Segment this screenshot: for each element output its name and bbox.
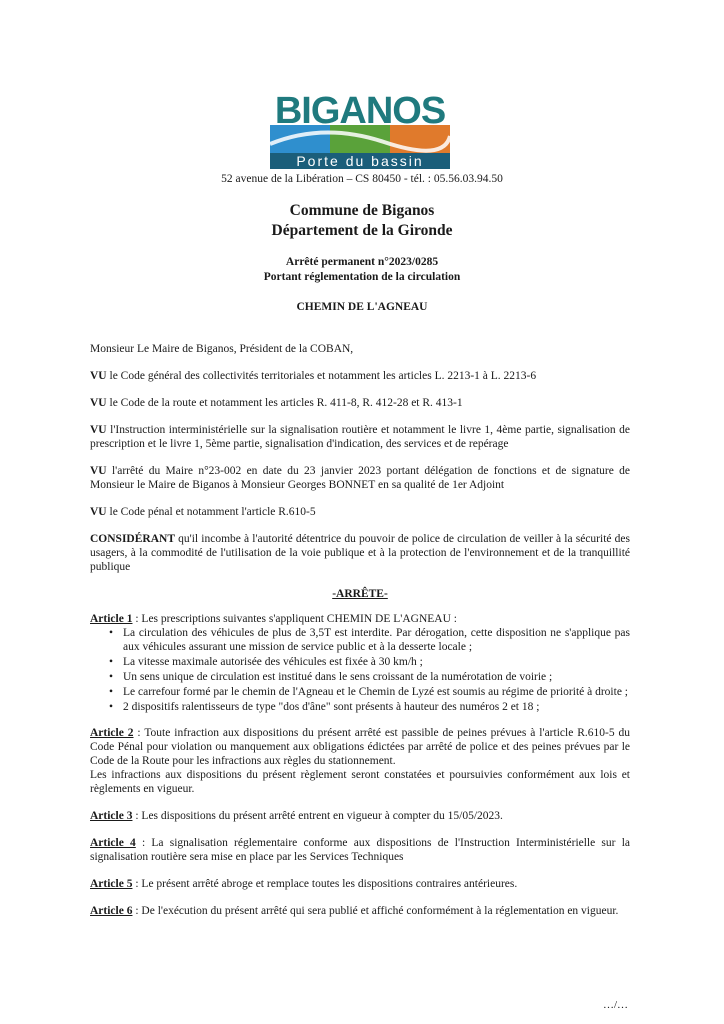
article-4 [90,836,630,864]
considerant-paragraph [90,532,630,574]
arrete-title: -ARRÊTE- [332,588,388,600]
article-5 [90,877,630,891]
visa-label: VU [90,370,107,382]
visa-text: l'arrêté du Maire n°23-002 en date du 23 janvier 2023 portant délégation de fonctions et de signature de Monsieur le Maire de Biganos à Monsieur Georges BONNET en sa qualité de 1er Adjoint [90,465,630,491]
visa-text: le Code pénal et notamment l'article R.610-5 [106,506,316,518]
article-text: : Les dispositions du présent arrêté entrent en vigueur à compter du 15/05/2023. [132,810,503,822]
visa-paragraph [90,396,630,410]
list-item: • 2 dispositifs ralentisseurs de type "dos d'âne" sont présents à hauteur des numéros 2 et 18 ; [123,700,630,714]
arrete-header [0,255,724,285]
list-item: • La vitesse maximale autorisée des véhicules est fixée à 30 km/h ; [123,655,630,669]
visa-paragraph [90,505,630,519]
article-text: : Le présent arrêté abroge et remplace toutes les dispositions contraires antérieures. [132,878,518,890]
article-text: : Les prescriptions suivantes s'appliquent CHEMIN DE L'AGNEAU : [132,613,457,625]
visa-text: le Code de la route et notamment les articles R. 411-8, R. 412-28 et R. 413-1 [106,397,463,409]
article-label: Article 2 [90,727,134,739]
departement-name: Département de la Gironde [271,222,453,239]
list-item: • La circulation des véhicules de plus de 3,5T est interdite. Par dérogation, cette disposition ne s'applique pas aux véhicules assurant une mission de service public et à la desserte locale ; [123,626,630,654]
street-name: CHEMIN DE L'AGNEAU [296,301,428,313]
article-text: Les infractions aux dispositions du présent règlement seront constatées et poursuivies conformément aux lois et règlements en vigueur. [90,769,630,795]
visa-label: VU [90,397,107,409]
article-text: : Toute infraction aux dispositions du présent arrêté est passible de peines prévues à l'article R.610-5 du Code Pénal pour violation ou manquement aux obligations édictées par arrêté de police et des peines prévues par le Code de la Route pour les infractions aux règles du stationnement. [90,727,630,767]
visa-label: VU [90,465,107,477]
svg-text:Porte du bassin: Porte du bassin [296,153,424,169]
visa-label: VU [90,506,107,518]
article-label: Article 1 [90,613,133,625]
article-2 [90,726,630,796]
article-label: Article 4 [90,837,136,849]
article-6 [90,904,630,918]
article-label: Article 3 [90,810,133,822]
article-label: Article 5 [90,878,133,890]
biganos-logo [264,92,456,170]
considerant-label: CONSIDÉRANT [90,533,175,545]
article-text: : De l'exécution du présent arrêté qui sera publié et affiché conformément à la réglementation en vigueur. [132,905,619,917]
list-item: • Le carrefour formé par le chemin de l'Agneau et le Chemin de Lyzé est soumis au régime de priorité à droite ; [123,685,630,699]
document-body [90,342,630,931]
commune-name: Commune de Biganos [289,202,435,219]
visa-label: VU [90,424,107,436]
article-1 [90,612,630,626]
arrete-number: Arrêté permanent n°2023/0285 [285,256,439,268]
visa-paragraph [90,423,630,451]
list-item: • Un sens unique de circulation est institué dans le sens croissant de la numérotation de voirie ; [123,670,630,684]
visa-paragraph [90,369,630,383]
article-label: Article 6 [90,905,133,917]
address-line: 52 avenue de la Libération – CS 80450 - tél. : 05.56.03.94.50 [221,173,503,185]
arrete-object: Portant réglementation de la circulation [263,271,461,283]
visa-text: l'Instruction interministérielle sur la signalisation routière et notamment le livre 1, 4ème partie, signalisation de prescription et le livre 1, 5ème partie, signalisation d'indication, des services et de repérage [90,424,630,450]
article-3 [90,809,630,823]
article-text: : La signalisation réglementaire conforme aux dispositions de l'Instruction Interministérielle sur la signalisation routière sera mise en place par les Services Techniques [90,837,630,863]
considerant-text: qu'il incombe à l'autorité détentrice du pouvoir de police de circulation de veiller à la sécurité des usagers, à la commodité de l'utilisation de la voie publique et à la protection de l'environnement et de la tranquillité publique [90,533,630,573]
svg-text:BIGANOS: BIGANOS [274,92,446,132]
intro-line: Monsieur Le Maire de Biganos, Président de la COBAN, [90,343,354,355]
visa-paragraph [90,464,630,492]
article-1-list [90,626,630,714]
commune-header [0,201,724,241]
page-continuation: …/… [602,999,628,1011]
visa-text: le Code général des collectivités territoriales et notamment les articles L. 2213-1 à L. 2213-6 [106,370,537,382]
